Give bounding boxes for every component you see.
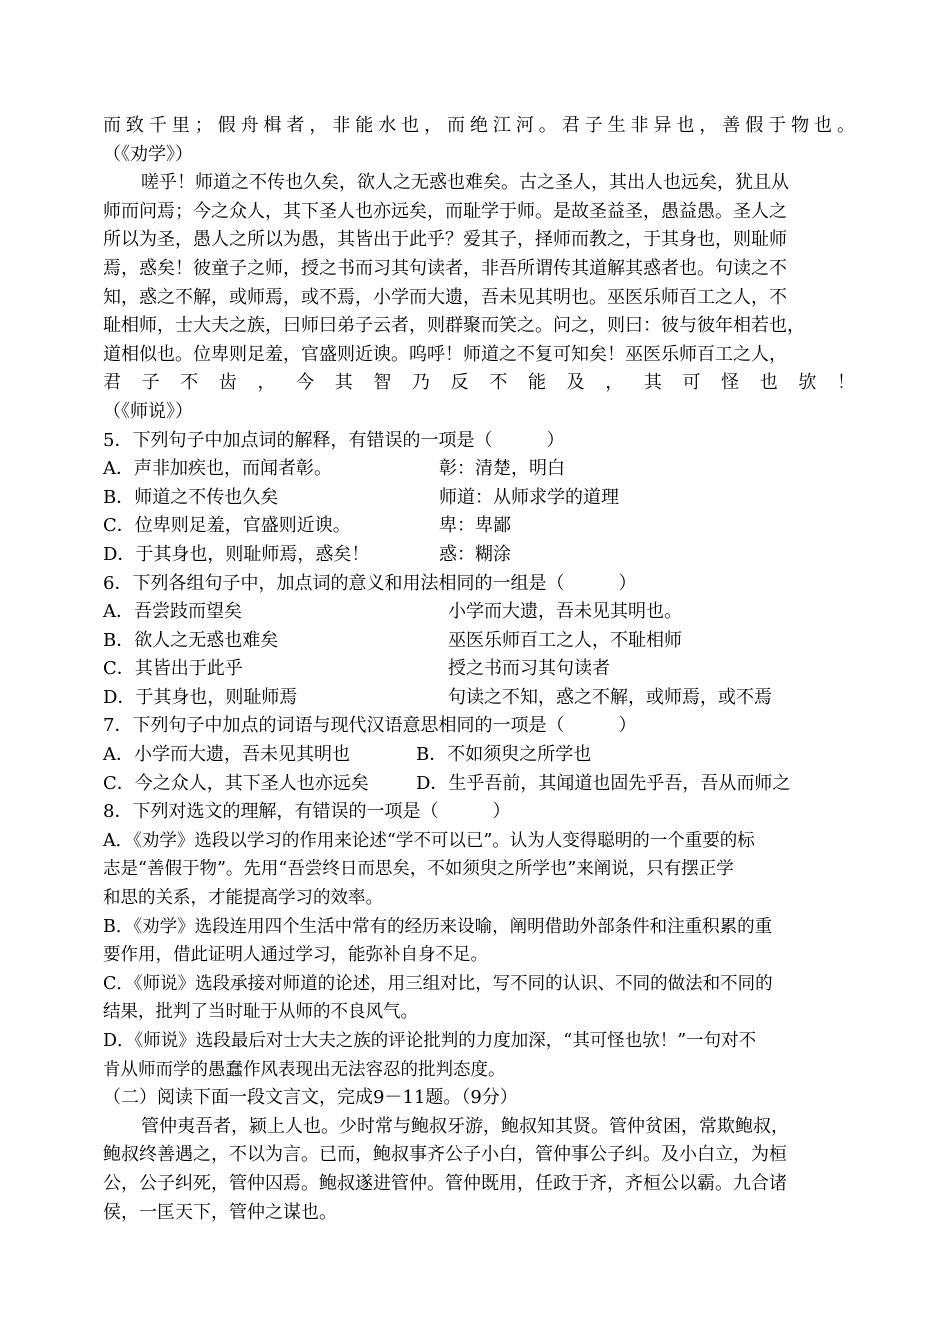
option-explanation: 卑：卑鄙	[439, 515, 511, 537]
option-line: 肯从师而学的愚蠢作风表现出无法容忍的批判态度。	[103, 1059, 506, 1080]
exam-page	[103, 112, 855, 1227]
option-line: 志是“善假于物”。先用“吾尝终日而思矣，不如须臾之所学也”来阐说，只有摆正学	[103, 859, 734, 880]
section-2	[103, 1084, 855, 1227]
source-label: （《劝学》）	[103, 143, 193, 165]
text-line: 师而问焉；今之众人，其下圣人也亦远矣，而耻学于师。是故圣益圣，愚益愚。圣人之	[103, 200, 787, 222]
option-right: B．不如须臾之所学也	[416, 744, 592, 766]
option-row	[103, 684, 855, 713]
text-line: 嗟乎！师道之不传也久矣，欲人之无惑也难矣。古之圣人，其出人也远矣，犹且从	[141, 172, 789, 194]
option-left: C．其皆出于此乎	[103, 658, 243, 680]
option-explanation: 师道：从师求学的道理	[439, 486, 619, 508]
option-sentence: D．于其身也，则耻师焉，惑矣！	[103, 543, 370, 565]
text-line: 而致千里；假舟楫者，非能水也，而绝江河。君子生非异也，善假于物也。	[103, 115, 855, 136]
passage-shishuo	[103, 169, 855, 426]
question-6	[103, 570, 855, 713]
option-row	[103, 655, 855, 684]
option-row	[103, 770, 855, 799]
option-sentence: C．位卑则足羞，官盛则近谀。	[103, 515, 351, 537]
question-stem: 5．下列句子中加点词的解释，有错误的一项是（ ）	[103, 429, 565, 451]
option-left: B．欲人之无惑也难矣	[103, 629, 279, 651]
question-stem: 8．下列对选文的理解，有错误的一项是（ ）	[103, 801, 511, 823]
option-left: C．今之众人，其下圣人也亦远矣	[103, 772, 369, 794]
text-line: 道相似也。位卑则足羞，官盛则近谀。呜呼！师道之不复可知矣！巫医乐师百工之人，	[103, 343, 787, 365]
option-right: 小学而大遗，吾未见其明也。	[448, 601, 682, 623]
option-sentence: B．师道之不传也久矣	[103, 486, 279, 508]
question-7	[103, 712, 855, 798]
question-stem: 6．下列各组句子中，加点词的意义和用法相同的一组是（ ）	[103, 572, 637, 594]
question-5	[103, 427, 855, 570]
text-line: 鲍叔终善遇之，不以为言。已而，鲍叔事齐公子小白，管仲事公子纠。及小白立，为桓	[103, 1144, 787, 1166]
text-line: 知，惑之不解，或师焉，或不焉，小学而大遗，吾未见其明也。巫医乐师百工之人，不	[103, 286, 787, 308]
text-line: 公，公子纠死，管仲囚焉。鲍叔遂进管仲。管仲既用，任政于齐，齐桓公以霸。九合诸	[103, 1172, 787, 1194]
option-left: A．吾尝跂而望矣	[103, 601, 242, 623]
option-row	[103, 484, 855, 513]
option-right: 授之书而习其句读者	[448, 658, 610, 680]
passage-quanxue	[103, 112, 855, 169]
text-line: 耻相师，士大夫之族，曰师曰弟子云者，则群聚而笑之。问之，则曰：彼与彼年相若也，	[103, 315, 805, 337]
option-explanation: 惑：糊涂	[439, 543, 511, 565]
option-row	[103, 627, 855, 656]
text-line: 侯，一匡天下，管仲之谋也。	[103, 1201, 337, 1223]
option-right: 句读之不知，惑之不解，或师焉，或不焉	[448, 686, 772, 708]
option-line: 和思的关系，才能提高学习的效率。	[103, 888, 383, 909]
option-left: A．小学而大遗，吾未见其明也	[103, 744, 350, 766]
option-right: D．生乎吾前，其闻道也固先乎吾，吾从而师之	[416, 772, 791, 794]
source-label: （《师说》）	[103, 400, 193, 422]
option-row	[103, 512, 855, 541]
option-line: B．《劝学》选段连用四个生活中常有的经历来设喻，阐明借助外部条件和注重积累的重	[103, 916, 773, 937]
option-right: 巫医乐师百工之人，不耻相师	[448, 629, 682, 651]
section-heading: （二）阅读下面一段文言文，完成9－11题。（9分）	[103, 1087, 518, 1109]
text-line: 焉，惑矣！彼童子之师，授之书而习其句读者，非吾所谓传其道解其惑者也。句读之不	[103, 257, 787, 279]
option-line: C．《师说》选段承接对师道的论述，用三组对比，写不同的认识、不同的做法和不同的	[103, 973, 773, 994]
option-line: A．《劝学》选段以学习的作用来论述“学不可以已”。认为人变得聪明的一个重要的标	[103, 830, 755, 851]
option-row	[103, 455, 855, 484]
option-left: D．于其身也，则耻师焉	[103, 686, 298, 708]
text-line: 所以为圣，愚人之所以为愚，其皆出于此乎？爱其子，择师而教之，于其身也，则耻师	[103, 229, 787, 251]
option-line: 要作用，借此证明人通过学习，能弥补自身不足。	[103, 945, 488, 966]
option-sentence: A．声非加疾也，而闻者彰。	[103, 458, 332, 480]
option-row	[103, 541, 855, 570]
question-8	[103, 798, 855, 1084]
option-line: 结果，批判了当时耻于从师的不良风气。	[103, 1002, 418, 1023]
option-row	[103, 741, 855, 770]
option-line: D．《师说》选段最后对士大夫之族的评论批判的力度加深，“其可怪也欤！”一句对不	[103, 1031, 757, 1051]
question-stem: 7．下列句子中加点的词语与现代汉语意思相同的一项是（ ）	[103, 715, 637, 737]
text-line: 管仲夷吾者，颍上人也。少时常与鲍叔牙游，鲍叔知其贤。管仲贫困，常欺鲍叔，	[141, 1115, 789, 1137]
text-line: 君子不齿，今其智乃反不能及，其可怪也欤！	[103, 372, 855, 394]
option-explanation: 彰：清楚，明白	[439, 458, 565, 480]
option-row	[103, 598, 855, 627]
